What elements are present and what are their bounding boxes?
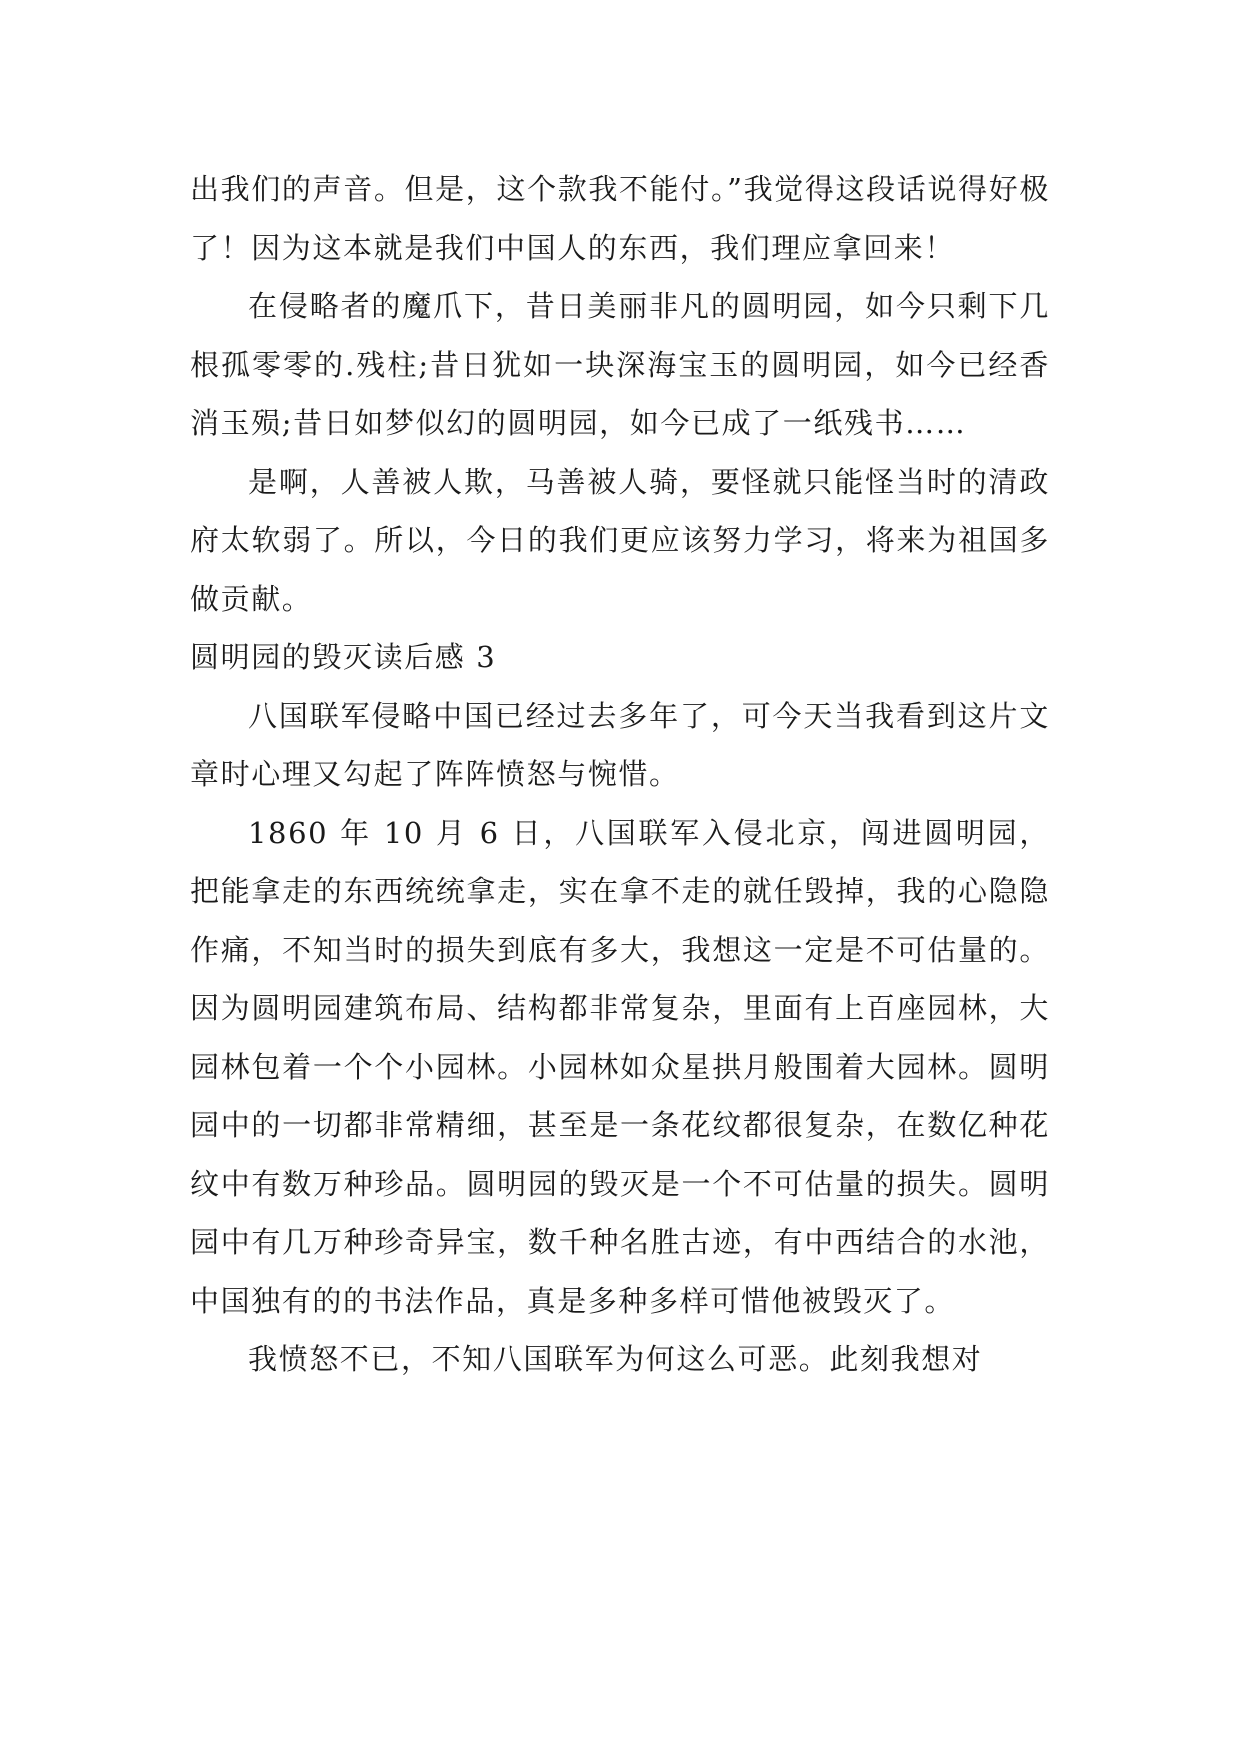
paragraph-intro: 八国联军侵略中国已经过去多年了，可今天当我看到这片文章时心理又勾起了阵阵愤怒与惋惜。 (190, 698, 1050, 791)
document-body (190, 160, 1050, 1389)
paragraph-ruins: 在侵略者的魔爪下，昔日美丽非凡的圆明园，如今只剩下几根孤零零的.残柱;昔日犹如一块深海宝玉的圆明园，如今已经香消玉殒;昔日如梦似幻的圆明园，如今已成了一纸残书…… (190, 289, 1050, 440)
paragraph-continuation: 出我们的声音。但是，这个款我不能付。”我觉得这段话说得好极了！因为这本就是我们中国人的东西，我们理应拿回来！ (190, 172, 1050, 265)
paragraph-reflection: 是啊，人善被人欺，马善被人骑，要怪就只能怪当时的清政府太软弱了。所以，今日的我们更应该努力学习，将来为祖国多做贡献。 (190, 464, 1050, 616)
paragraph-anger: 我愤怒不已，不知八国联军为何这么可恶。此刻我想对 (248, 1342, 983, 1376)
paragraph-history: 1860 年 10 月 6 日，八国联军入侵北京，闯进圆明园，把能拿走的东西统统拿走，实在拿不走的就任毁掉，我的心隐隐作痛，不知当时的损失到底有多大，我想这一定是不可估量的。因为圆明园建筑布局、结构都非常复杂，里面有上百座园林，大园林包着一个个小园林。小园林如众星拱月般围着大园林。圆明园中的一切都非常精细，甚至是一条花纹都很复杂，在数亿种花纹中有数万种珍品。圆明园的毁灭是一个不可估量的损失。圆明园中有几万种珍奇异宝，数千种名胜古迹，有中西结合的水池，中国独有的的书法作品，真是多种多样可惜他被毁灭了。 (190, 815, 1050, 1318)
section-title: 圆明园的毁灭读后感 3 (190, 640, 497, 674)
